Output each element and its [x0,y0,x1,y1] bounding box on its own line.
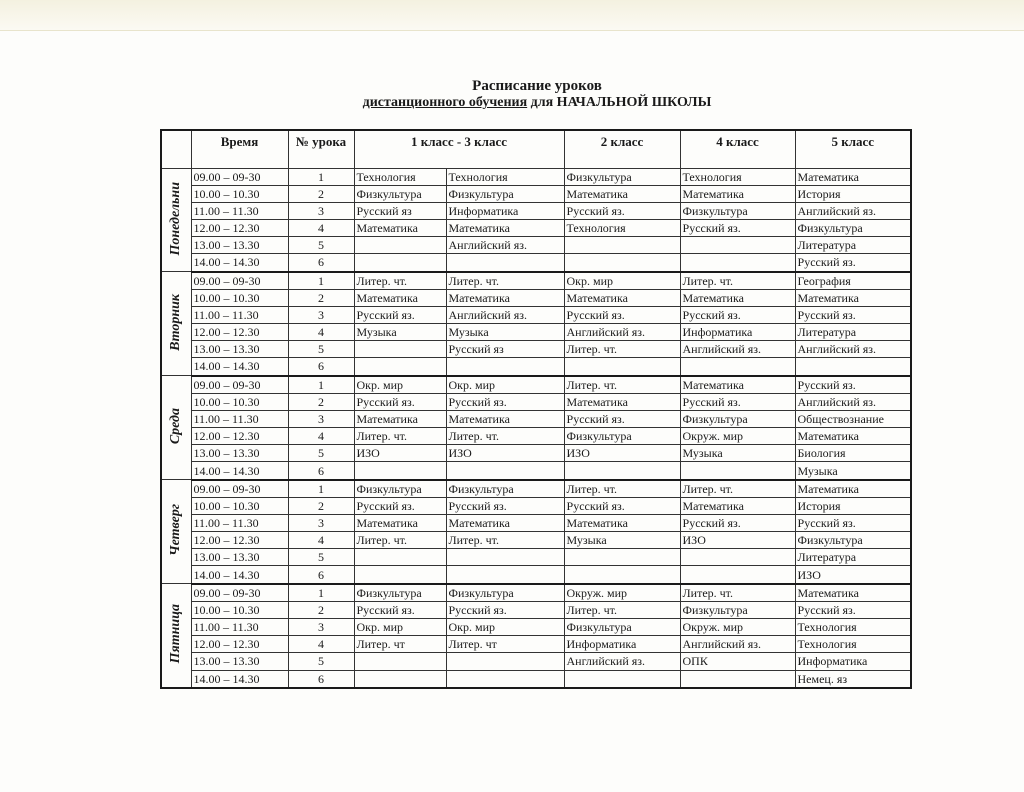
grade-1-cell [354,254,446,272]
time-cell: 09.00 – 09-30 [191,376,288,394]
grade-3-cell: Русский яз. [446,393,564,410]
grade-5-cell: Немец. яз [795,670,911,688]
lesson-number-cell: 6 [288,358,354,376]
time-cell: 10.00 – 10.30 [191,601,288,618]
day-label: Вторник [168,293,184,351]
grade-5-cell: Информатика [795,653,911,670]
grade-1-cell [354,462,446,480]
table-row [161,549,911,566]
grade-5-cell: Математика [795,168,911,185]
day-label: Четверг [168,504,184,557]
time-cell: 10.00 – 10.30 [191,185,288,202]
table-row [161,619,911,636]
day-label: Понедельни [168,181,184,255]
grade-4-cell [680,462,795,480]
time-cell: 12.00 – 12.30 [191,532,288,549]
grade-4-cell: Окруж. мир [680,619,795,636]
table-row [161,272,911,290]
grade-2-cell: Литер. чт. [564,376,680,394]
grade-2-cell: Физкультура [564,428,680,445]
time-cell: 10.00 – 10.30 [191,393,288,410]
lesson-number-cell: 2 [288,185,354,202]
grade-5-cell: Литература [795,324,911,341]
lesson-number-cell: 2 [288,393,354,410]
lesson-number-cell: 2 [288,497,354,514]
grade-3-cell [446,254,564,272]
table-row [161,670,911,688]
grade-5-cell: История [795,497,911,514]
time-cell: 14.00 – 14.30 [191,670,288,688]
table-row [161,393,911,410]
time-cell: 14.00 – 14.30 [191,462,288,480]
grade-3-cell: Русский яз. [446,497,564,514]
grade-5-cell: Русский яз. [795,376,911,394]
time-cell: 13.00 – 13.30 [191,549,288,566]
time-cell: 09.00 – 09-30 [191,168,288,185]
grade-4-cell: Русский яз. [680,515,795,532]
header-grade-5: 5 класс [795,130,911,168]
grade-5-cell: Английский яз. [795,202,911,219]
grade-5-cell: Обществознание [795,410,911,427]
grade-4-cell: Математика [680,185,795,202]
table-row [161,237,911,254]
grade-2-cell: Физкультура [564,619,680,636]
time-cell: 14.00 – 14.30 [191,566,288,584]
grade-1-cell [354,566,446,584]
grade-2-cell [564,670,680,688]
day-label-cell [161,168,191,272]
day-label-cell [161,376,191,480]
grade-3-cell: Русский яз [446,341,564,358]
grade-1-cell: Русский яз. [354,393,446,410]
grade-1-cell: Окр. мир [354,376,446,394]
grade-1-cell: Русский яз. [354,497,446,514]
time-cell: 14.00 – 14.30 [191,254,288,272]
lesson-number-cell: 4 [288,532,354,549]
table-row [161,497,911,514]
grade-4-cell: Математика [680,376,795,394]
document-subtitle [0,95,1024,111]
grade-1-cell [354,670,446,688]
table-row [161,636,911,653]
grade-2-cell: Литер. чт. [564,341,680,358]
grade-4-cell [680,670,795,688]
grade-2-cell: Математика [564,393,680,410]
time-cell: 10.00 – 10.30 [191,289,288,306]
lesson-number-cell: 3 [288,515,354,532]
grade-1-cell [354,653,446,670]
grade-3-cell: Технология [446,168,564,185]
lesson-number-cell: 1 [288,376,354,394]
table-row [161,445,911,462]
lesson-number-cell: 3 [288,202,354,219]
time-cell: 09.00 – 09-30 [191,272,288,290]
day-label: Пятница [168,604,184,664]
grade-3-cell [446,670,564,688]
grade-1-cell [354,549,446,566]
table-row [161,358,911,376]
grade-1-cell: Математика [354,289,446,306]
grade-1-cell: Технология [354,168,446,185]
table-row [161,306,911,323]
time-cell: 13.00 – 13.30 [191,653,288,670]
grade-2-cell: Математика [564,515,680,532]
time-cell: 11.00 – 11.30 [191,410,288,427]
grade-2-cell: Математика [564,289,680,306]
day-label: Среда [168,408,184,445]
table-row [161,601,911,618]
time-cell: 14.00 – 14.30 [191,358,288,376]
grade-2-cell [564,462,680,480]
lesson-number-cell: 2 [288,601,354,618]
grade-1-cell: Математика [354,219,446,236]
grade-3-cell [446,653,564,670]
lesson-number-cell: 5 [288,549,354,566]
grade-3-cell: Математика [446,219,564,236]
grade-3-cell: Русский яз. [446,601,564,618]
table-row [161,254,911,272]
grade-4-cell: ИЗО [680,532,795,549]
lesson-number-cell: 6 [288,566,354,584]
grade-1-cell: Литер. чт. [354,272,446,290]
header-grade-2: 2 класс [564,130,680,168]
time-cell: 12.00 – 12.30 [191,324,288,341]
lesson-number-cell: 5 [288,237,354,254]
grade-4-cell: Физкультура [680,202,795,219]
grade-3-cell: Физкультура [446,480,564,498]
lesson-number-cell: 6 [288,670,354,688]
lesson-number-cell: 6 [288,254,354,272]
grade-1-cell [354,358,446,376]
grade-1-cell: Математика [354,515,446,532]
grade-3-cell [446,549,564,566]
grade-4-cell: Английский яз. [680,636,795,653]
grade-2-cell: Английский яз. [564,324,680,341]
grade-1-cell: Литер. чт. [354,532,446,549]
grade-2-cell: ИЗО [564,445,680,462]
grade-5-cell: Биология [795,445,911,462]
grade-4-cell: Окруж. мир [680,428,795,445]
lesson-number-cell: 3 [288,306,354,323]
grade-2-cell: Литер. чт. [564,601,680,618]
table-row [161,168,911,185]
grade-4-cell: Математика [680,497,795,514]
grade-3-cell [446,462,564,480]
grade-2-cell [564,237,680,254]
grade-2-cell: Физкультура [564,168,680,185]
grade-3-cell: Английский яз. [446,306,564,323]
grade-4-cell [680,254,795,272]
grade-2-cell: Литер. чт. [564,480,680,498]
grade-3-cell: Литер. чт. [446,272,564,290]
lesson-number-cell: 5 [288,445,354,462]
lesson-number-cell: 5 [288,341,354,358]
grade-1-cell: Окр. мир [354,619,446,636]
table-row [161,462,911,480]
grade-5-cell: Математика [795,584,911,602]
lesson-number-cell: 1 [288,168,354,185]
grade-1-cell: Литер. чт. [354,428,446,445]
grade-5-cell: Математика [795,428,911,445]
grade-5-cell: Русский яз. [795,254,911,272]
grade-4-cell: Русский яз. [680,393,795,410]
table-row [161,185,911,202]
day-label-cell [161,584,191,688]
grade-4-cell: Английский яз. [680,341,795,358]
grade-4-cell: Математика [680,289,795,306]
grade-4-cell [680,237,795,254]
grade-4-cell: Литер. чт. [680,584,795,602]
header-time: Время [191,130,288,168]
grade-5-cell: История [795,185,911,202]
grade-5-cell: Литература [795,237,911,254]
grade-1-cell: Математика [354,410,446,427]
grade-5-cell: Физкультура [795,532,911,549]
table-row [161,202,911,219]
schedule-table [160,129,912,689]
grade-2-cell: Окруж. мир [564,584,680,602]
lesson-number-cell: 2 [288,289,354,306]
lesson-number-cell: 1 [288,480,354,498]
grade-5-cell: Музыка [795,462,911,480]
grade-5-cell: Русский яз. [795,515,911,532]
grade-5-cell: Литература [795,549,911,566]
grade-2-cell: Математика [564,185,680,202]
grade-1-cell [354,237,446,254]
time-cell: 11.00 – 11.30 [191,202,288,219]
grade-1-cell: Русский яз. [354,601,446,618]
grade-3-cell: Музыка [446,324,564,341]
header-grade-4: 4 класс [680,130,795,168]
subtitle-underlined: дистанционного обучения [362,95,528,110]
lesson-number-cell: 4 [288,636,354,653]
time-cell: 13.00 – 13.30 [191,237,288,254]
grade-2-cell: Русский яз. [564,410,680,427]
grade-4-cell: Русский яз. [680,219,795,236]
table-row [161,653,911,670]
lesson-number-cell: 5 [288,653,354,670]
table-row [161,219,911,236]
grade-5-cell: Математика [795,480,911,498]
grade-2-cell: Русский яз. [564,306,680,323]
grade-5-cell: Математика [795,289,911,306]
time-cell: 12.00 – 12.30 [191,219,288,236]
grade-3-cell: Литер. чт [446,636,564,653]
time-cell: 13.00 – 13.30 [191,341,288,358]
grade-4-cell [680,549,795,566]
grade-1-cell: Русский яз [354,202,446,219]
grade-1-cell: Физкультура [354,480,446,498]
lesson-number-cell: 3 [288,410,354,427]
grade-1-cell: Физкультура [354,584,446,602]
grade-2-cell: Технология [564,219,680,236]
grade-1-cell: Русский яз. [354,306,446,323]
grade-3-cell [446,358,564,376]
document-title: Расписание уроков [472,78,602,94]
grade-4-cell: Литер. чт. [680,272,795,290]
day-label-cell [161,272,191,376]
grade-3-cell [446,566,564,584]
grade-3-cell: Окр. мир [446,376,564,394]
grade-2-cell: Музыка [564,532,680,549]
grade-5-cell: Русский яз. [795,601,911,618]
grade-1-cell: Литер. чт [354,636,446,653]
grade-2-cell: Русский яз. [564,497,680,514]
grade-5-cell: География [795,272,911,290]
header-day-corner [161,130,191,168]
time-cell: 12.00 – 12.30 [191,428,288,445]
grade-5-cell: Русский яз. [795,306,911,323]
grade-1-cell: Физкультура [354,185,446,202]
day-label-cell [161,480,191,584]
grade-5-cell: Английский яз. [795,393,911,410]
table-row [161,428,911,445]
time-cell: 11.00 – 11.30 [191,619,288,636]
time-cell: 09.00 – 09-30 [191,584,288,602]
grade-4-cell: ОПК [680,653,795,670]
lesson-number-cell: 1 [288,584,354,602]
time-cell: 13.00 – 13.30 [191,445,288,462]
grade-3-cell: Физкультура [446,584,564,602]
time-cell: 09.00 – 09-30 [191,480,288,498]
time-cell: 10.00 – 10.30 [191,497,288,514]
grade-3-cell: Физкультура [446,185,564,202]
lesson-number-cell: 4 [288,219,354,236]
time-cell: 11.00 – 11.30 [191,515,288,532]
table-row [161,289,911,306]
grade-2-cell: Русский яз. [564,202,680,219]
grade-4-cell [680,566,795,584]
grade-1-cell: ИЗО [354,445,446,462]
lesson-number-cell: 6 [288,462,354,480]
grade-5-cell: Физкультура [795,219,911,236]
grade-5-cell: Английский яз. [795,341,911,358]
grade-3-cell: Окр. мир [446,619,564,636]
table-row [161,515,911,532]
table-row [161,376,911,394]
grade-2-cell: Окр. мир [564,272,680,290]
table-row [161,410,911,427]
grade-3-cell: Информатика [446,202,564,219]
grade-5-cell: ИЗО [795,566,911,584]
grade-2-cell: Информатика [564,636,680,653]
grade-2-cell [564,549,680,566]
grade-5-cell: Технология [795,636,911,653]
table-row [161,480,911,498]
grade-3-cell: Математика [446,410,564,427]
grade-3-cell: ИЗО [446,445,564,462]
time-cell: 11.00 – 11.30 [191,306,288,323]
grade-4-cell: Технология [680,168,795,185]
table-row [161,324,911,341]
lesson-number-cell: 4 [288,428,354,445]
scan-top-edge [0,0,1024,31]
grade-2-cell: Английский яз. [564,653,680,670]
grade-1-cell [354,341,446,358]
grade-4-cell: Физкультура [680,410,795,427]
grade-3-cell: Английский яз. [446,237,564,254]
grade-1-cell: Музыка [354,324,446,341]
grade-4-cell [680,358,795,376]
grade-3-cell: Математика [446,289,564,306]
grade-5-cell [795,358,911,376]
grade-4-cell: Информатика [680,324,795,341]
grade-3-cell: Литер. чт. [446,428,564,445]
grade-4-cell: Русский яз. [680,306,795,323]
lesson-number-cell: 3 [288,619,354,636]
grade-4-cell: Литер. чт. [680,480,795,498]
time-cell: 12.00 – 12.30 [191,636,288,653]
table-row [161,341,911,358]
grade-2-cell [564,358,680,376]
lesson-number-cell: 4 [288,324,354,341]
header-grade-1-3: 1 класс - 3 класс [354,130,564,168]
grade-3-cell: Математика [446,515,564,532]
grade-4-cell: Музыка [680,445,795,462]
header-row [161,130,911,168]
subtitle-rest: для НАЧАЛЬНОЙ ШКОЛЫ [527,95,712,110]
lesson-number-cell: 1 [288,272,354,290]
grade-3-cell: Литер. чт. [446,532,564,549]
grade-2-cell [564,566,680,584]
grade-4-cell: Физкультура [680,601,795,618]
schedule-body [161,168,911,688]
grade-5-cell: Технология [795,619,911,636]
table-row [161,532,911,549]
header-lesson-number: № урока [288,130,354,168]
table-row [161,566,911,584]
grade-2-cell [564,254,680,272]
table-row [161,584,911,602]
